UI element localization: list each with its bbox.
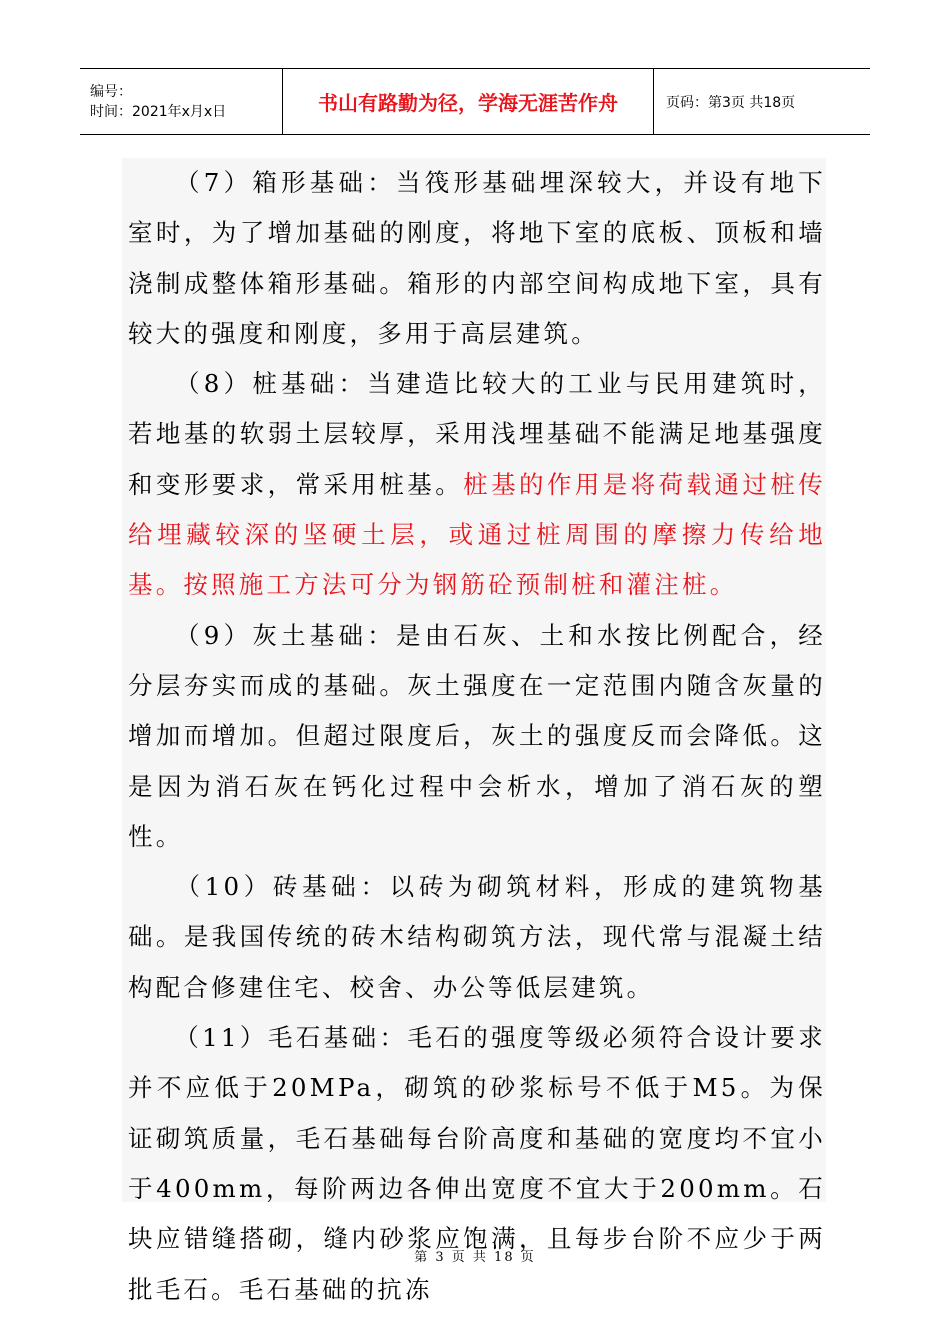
paragraph-text: （8）桩基础：当建造比较大的工业与民用建筑时，若地基的软弱土层较厚，采用浅埋基础不能满足地基强度和变形要求，常采用桩基。	[128, 369, 826, 499]
number-label: 编号：	[90, 83, 132, 100]
time-label: 时间：2021年x月x日	[90, 103, 227, 120]
paragraph-text: （7）箱形基础：当筏形基础埋深较大，并设有地下室时，为了增加基础的刚度，将地下室的底板、顶板和墙浇制成整体箱形基础。箱形的内部空间构成地下室，具有较大的强度和刚度，多用于高层建筑。	[128, 168, 826, 348]
paragraph-10	[122, 862, 826, 1013]
paragraph-text: （9）灰土基础：是由石灰、土和水按比例配合，经分层夯实而成的基础。灰土强度在一定范围内随含灰量的增加而增加。但超过限度后，灰土的强度反而会降低。这是因为消石灰在钙化过程中会析水，增加了消石灰的塑性。	[128, 620, 826, 851]
header-motto-cell	[283, 69, 654, 134]
header-meta	[80, 69, 283, 134]
paragraph-7	[122, 158, 826, 359]
header-motto: 书山有路勤为径，学海无涯苦作舟	[318, 91, 618, 115]
highlighted-text: 桩基的作用是将荷载通过桩传给埋藏较深的坚硬土层，或通过桩周围的摩擦力传给地基。按照施工方法可分为钢筋砼预制桩和灌注桩。	[128, 469, 826, 600]
paragraph-9	[122, 611, 826, 862]
paragraph-8	[122, 359, 826, 610]
paragraph-11	[122, 1013, 826, 1315]
header-page-code: 页码：第3页 共18页	[666, 94, 796, 111]
page-header	[80, 68, 870, 135]
paragraph-text: （11）毛石基础：毛石的强度等级必须符合设计要求并不应低于20MPa，砌筑的砂浆标号不低于M5。为保证砌筑质量，毛石基础每台阶高度和基础的宽度均不宜小于400mm，每阶两边各伸出宽度不宜大于200mm。石块应错缝搭砌，缝内砂浆应饱满，且每步台阶不应少于两批毛石。毛石基础的抗冻	[128, 1023, 826, 1304]
paragraph-text: （10）砖基础：以砖为砌筑材料，形成的建筑物基础。是我国传统的砖木结构砌筑方法，现代常与混凝土结构配合修建住宅、校舍、办公等低层建筑。	[128, 872, 826, 1002]
page-footer: 第 3 页 共 18 页	[414, 1250, 536, 1265]
